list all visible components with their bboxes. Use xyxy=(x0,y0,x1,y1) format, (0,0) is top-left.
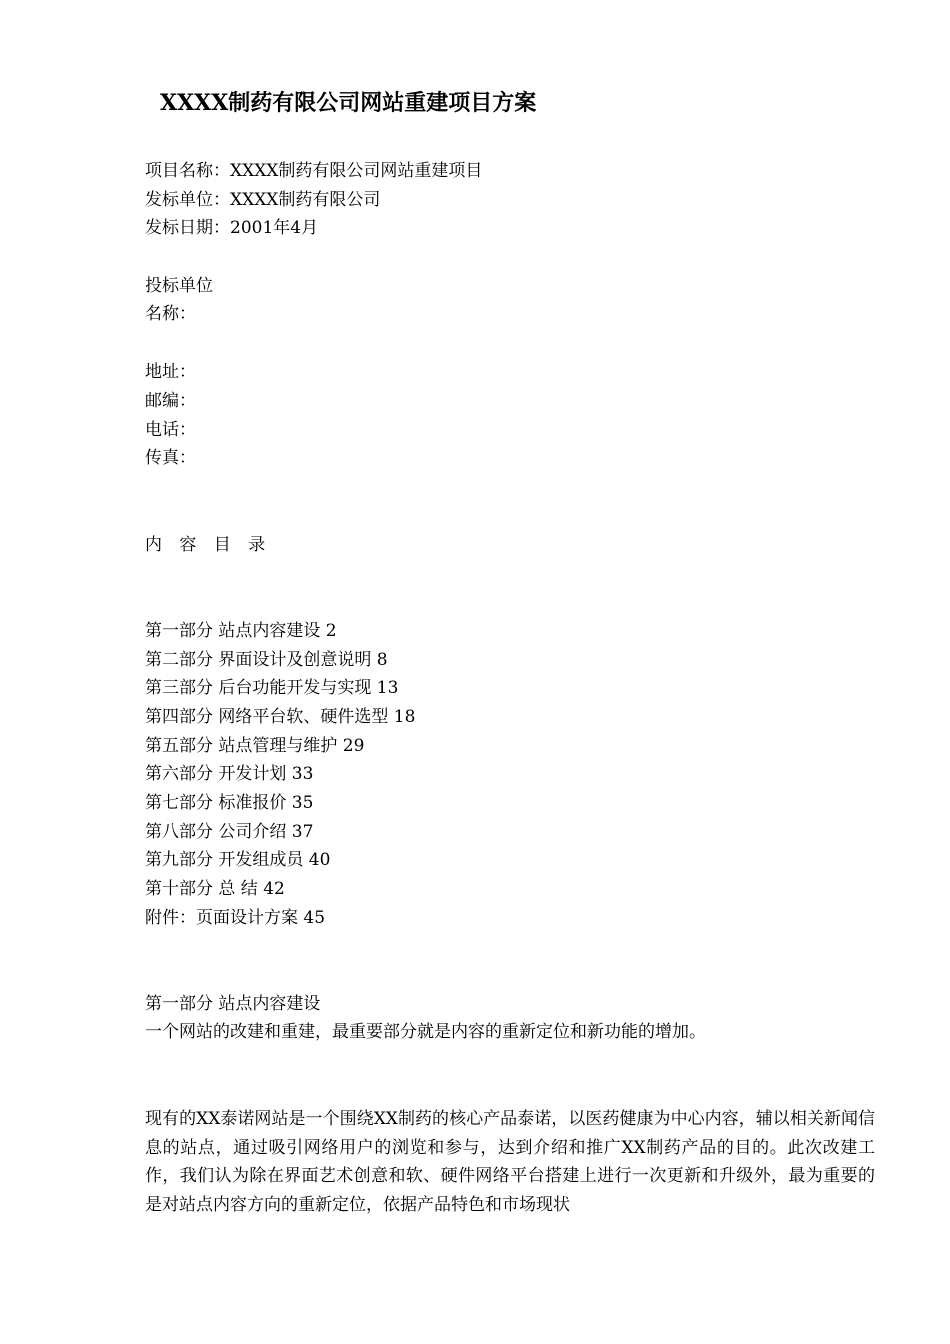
toc-item: 第二部分 界面设计及创意说明 8 xyxy=(145,650,388,670)
toc-item: 第七部分 标准报价 35 xyxy=(145,793,314,813)
toc-item: 第四部分 网络平台软、硬件选型 18 xyxy=(145,707,416,727)
toc-heading: 内 容 目 录 xyxy=(145,535,272,555)
toc-item: 第五部分 站点管理与维护 29 xyxy=(145,736,365,756)
toc-item: 第八部分 公司介绍 37 xyxy=(145,822,314,842)
section-heading: 第一部分 站点内容建设 xyxy=(145,994,321,1014)
bidder-postcode: 邮编： xyxy=(145,391,196,411)
bidder-heading: 投标单位 xyxy=(145,276,213,296)
bidder-fax: 传真： xyxy=(145,448,196,468)
issue-date: 发标日期：2001年4月 xyxy=(145,218,319,238)
issuer: 发标单位：XXXX制药有限公司 xyxy=(145,190,381,210)
toc-item: 第一部分 站点内容建设 2 xyxy=(145,621,337,641)
bidder-name: 名称： xyxy=(145,304,196,324)
section-intro: 一个网站的改建和重建，最重要部分就是内容的重新定位和新功能的增加。 xyxy=(145,1022,706,1042)
toc-item: 第六部分 开发计划 33 xyxy=(145,764,314,784)
bidder-address: 地址： xyxy=(145,362,196,382)
document-title: XXXX制药有限公司网站重建项目方案 xyxy=(160,90,537,116)
project-name: 项目名称：XXXX制药有限公司网站重建项目 xyxy=(145,161,483,181)
toc-item: 第三部分 后台功能开发与实现 13 xyxy=(145,678,399,698)
toc-item: 第十部分 总 结 42 xyxy=(145,879,285,899)
toc-item: 附件：页面设计方案 45 xyxy=(145,908,326,928)
bidder-phone: 电话： xyxy=(145,420,196,440)
section-paragraph: 现有的XX泰诺网站是一个围绕XX制药的核心产品泰诺，以医药健康为中心内容，辅以相关新闻信息的站点，通过吸引网络用户的浏览和参与，达到介绍和推广XX制药产品的目的。此次改建工作，我们认为除在界面艺术创意和软、硬件网络平台搭建上进行一次更新和升级外，最为重要的是对站点内容方向的重新定位，依据产品特色和市场现状 xyxy=(145,1109,875,1216)
toc-item: 第九部分 开发组成员 40 xyxy=(145,850,331,870)
